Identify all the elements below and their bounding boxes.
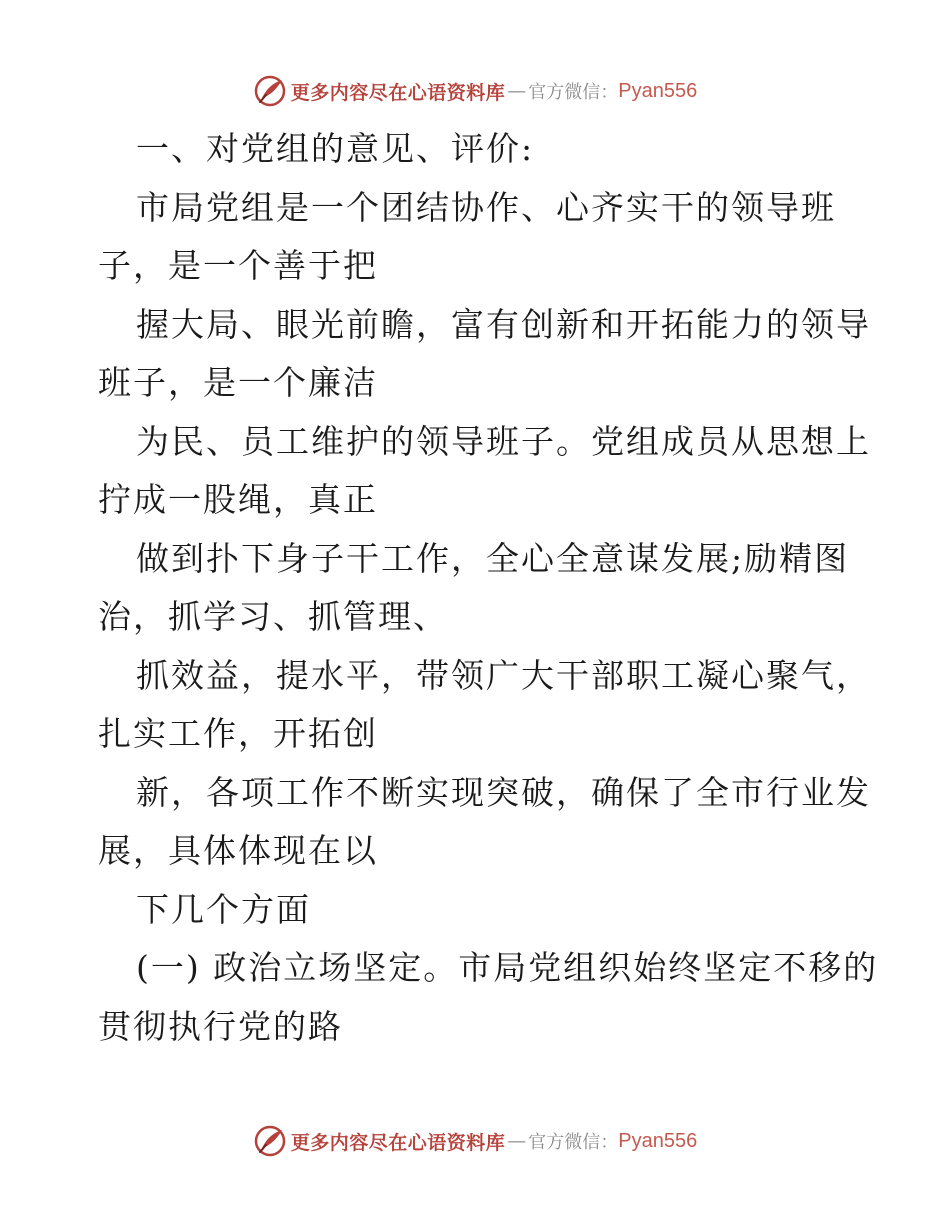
footer-watermark (0, 1121, 950, 1161)
watermark-dash: — (507, 1130, 527, 1152)
text-line: 新，各项工作不断实现突破，确保了全市行业发 (136, 772, 871, 812)
header-watermark (0, 71, 950, 111)
watermark-dash: — (507, 80, 527, 102)
text-line: 一、对党组的意见、评价: (136, 129, 535, 168)
text-line: 为民、员工维护的领导班子。党组成员从思想上 (136, 421, 871, 461)
watermark-wechat-label: 官方微信： (528, 1132, 619, 1153)
quill-logo-icon (253, 1124, 287, 1158)
watermark-wechat-label: 官方微信： (528, 82, 619, 103)
watermark-text: 更多内容尽在心语资料库 (290, 81, 506, 104)
text-line: 握大局、眼光前瞻，富有创新和开拓能力的领导 (136, 304, 871, 344)
text-line: 抓效益，提水平，带领广大干部职工凝心聚气， (136, 655, 871, 695)
text-line: 贯彻执行党的路 (98, 1006, 343, 1046)
watermark-text: 更多内容尽在心语资料库 (290, 1131, 506, 1154)
text-line: 拧成一股绳，真正 (98, 480, 378, 519)
document-body (98, 120, 879, 1056)
text-line: 治，抓学习、抓管理、 (98, 597, 448, 636)
text-line: 扎实工作，开拓创 (98, 714, 378, 753)
quill-logo-icon (253, 74, 287, 108)
text-line: 市局党组是一个团结协作、心齐实干的领导班 (136, 187, 836, 227)
text-line: (一) 政治立场坚定。市局党组织始终坚定不移的 (136, 948, 879, 987)
text-line: 子，是一个善于把 (98, 246, 378, 285)
watermark-wechat-id: Pyan556 (618, 1129, 698, 1152)
text-line: 班子，是一个廉洁 (98, 363, 378, 402)
text-line: 做到扑下身子干工作，全心全意谋发展;励精图 (136, 538, 850, 578)
watermark-wechat-id: Pyan556 (618, 79, 698, 102)
text-line: 下几个方面 (136, 889, 311, 929)
text-line: 展，具体体现在以 (98, 831, 378, 870)
